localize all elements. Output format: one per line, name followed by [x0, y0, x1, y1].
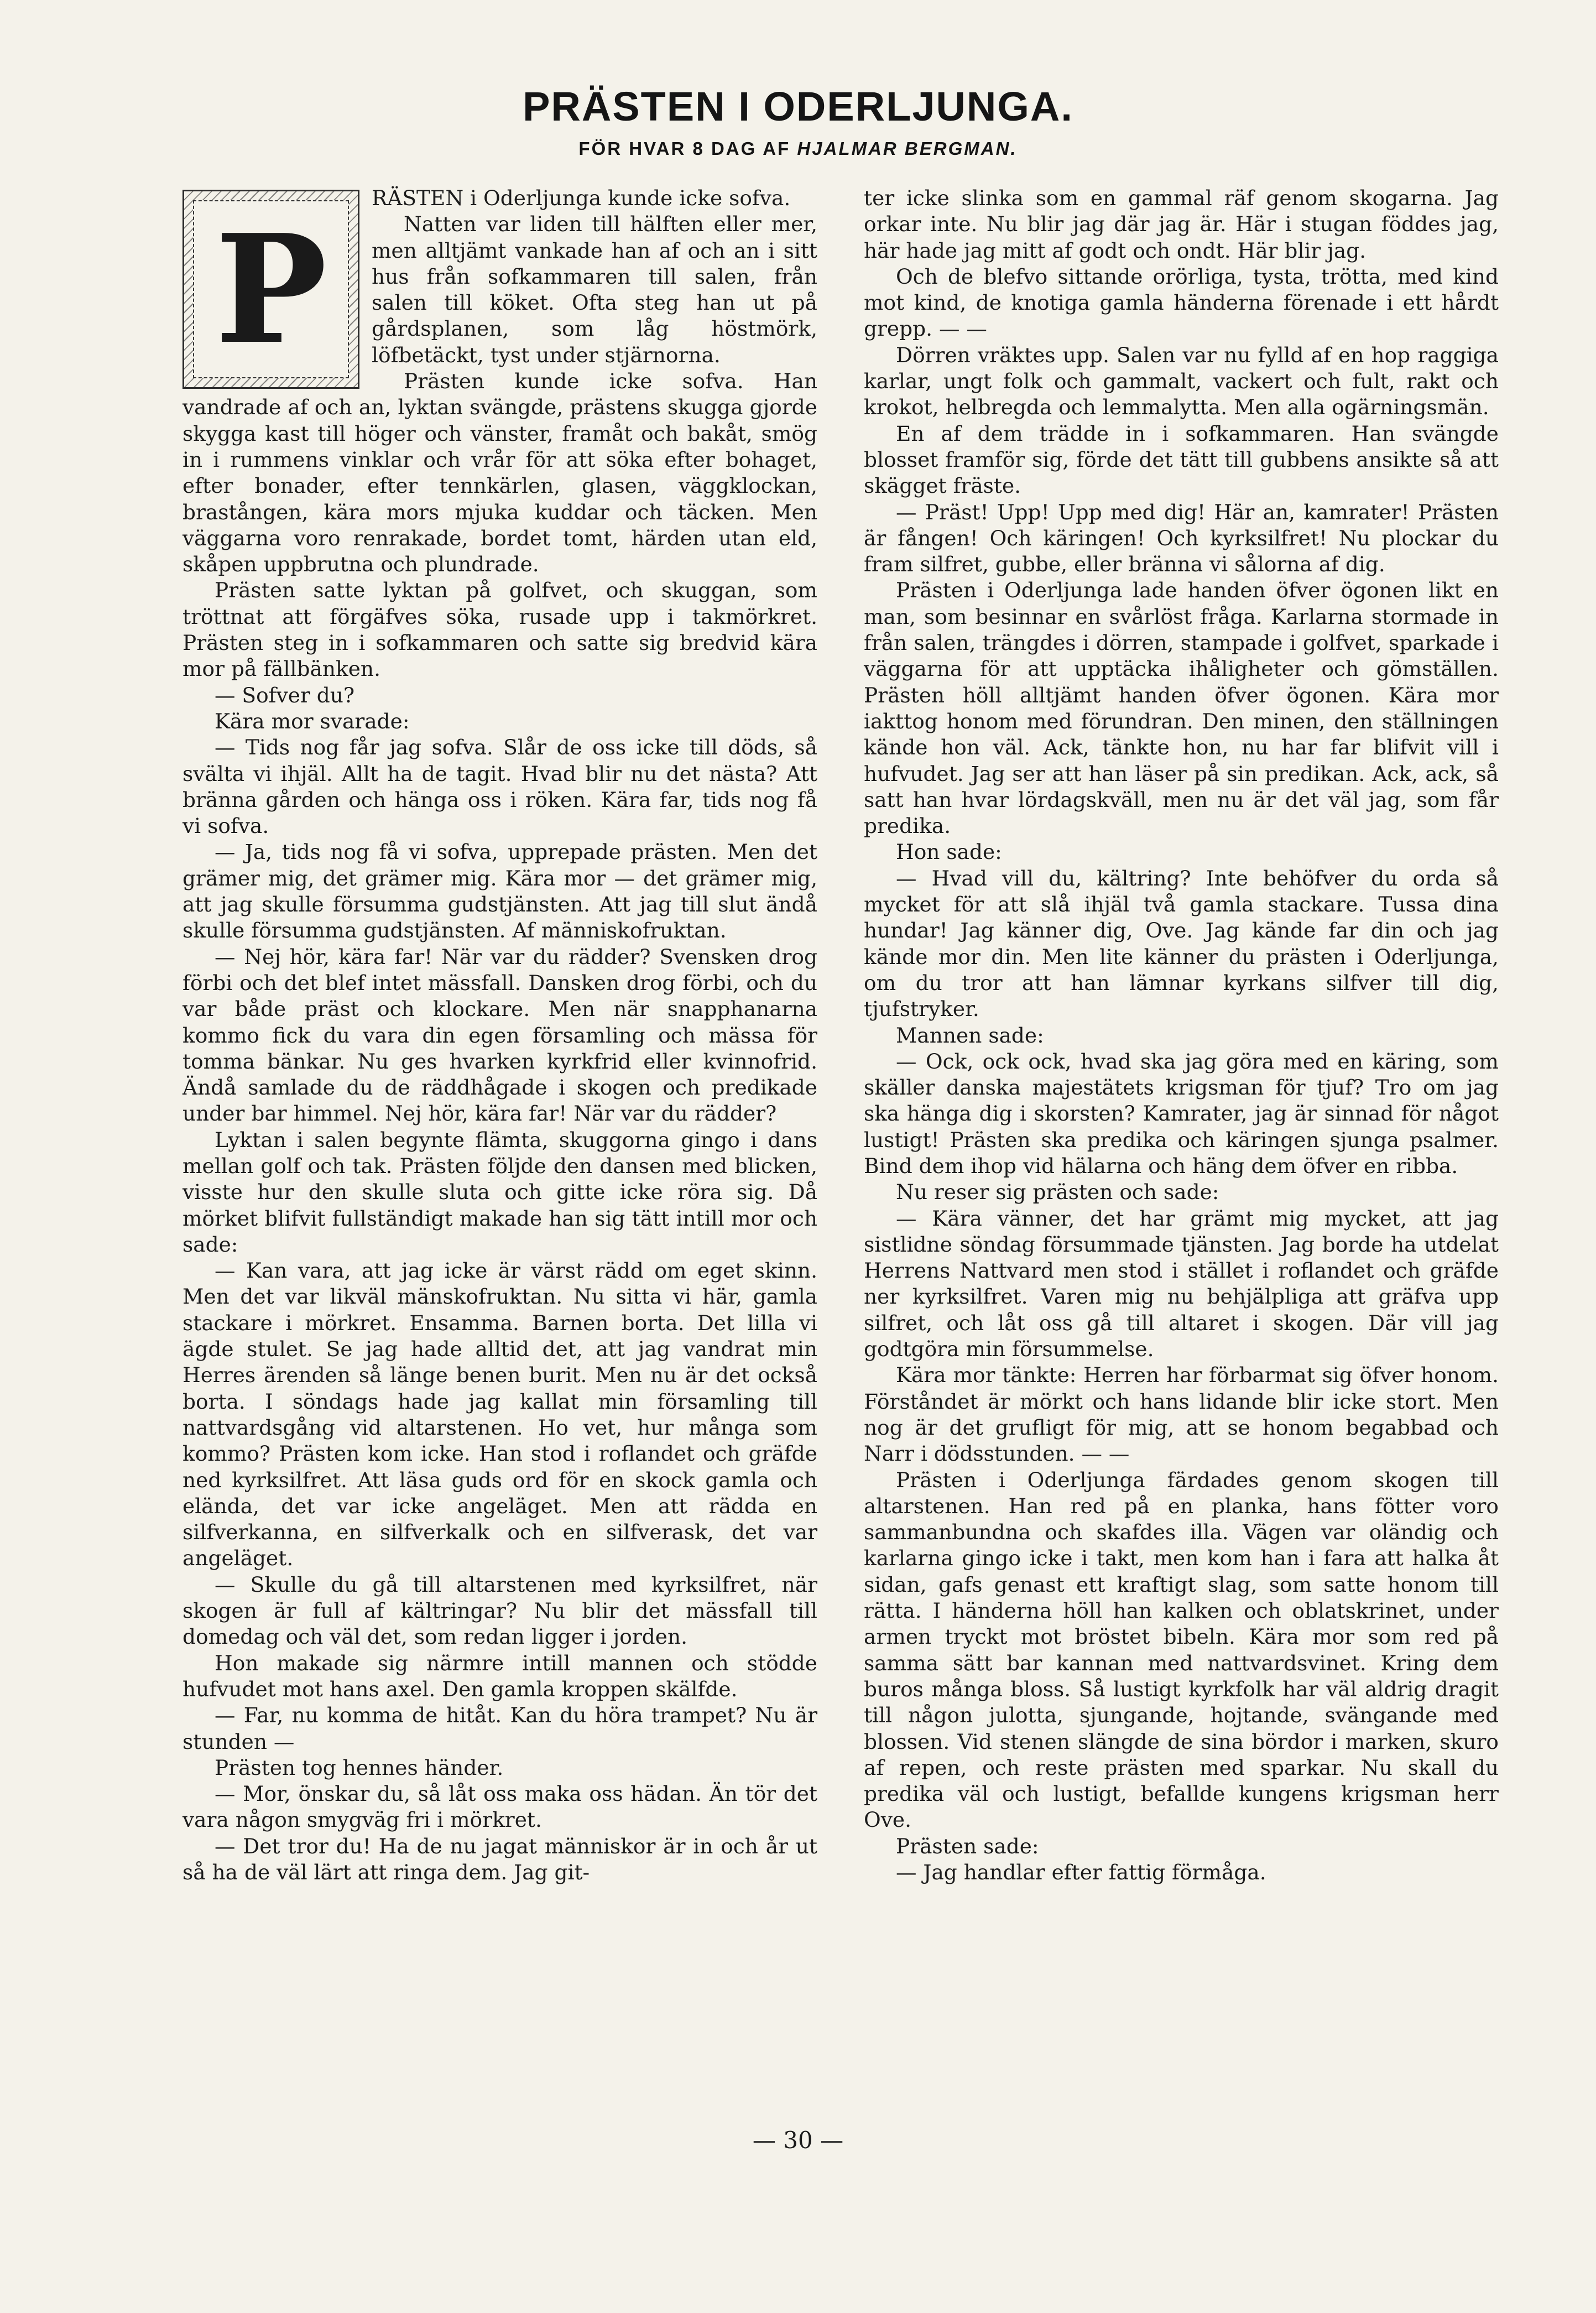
paragraph: Prästen tog hennes händer.	[215, 1755, 504, 1780]
paragraph: Kära mor svarade:	[215, 709, 410, 733]
paragraph: Prästen i Oderljunga färdades genom skogen till altarstenen. Han red på en planka, hans fötter voro sammanbundna och skafdes illa. Vägen var oländig och karlarna gingo icke i takt, men kom han i fara att halka åt sidan, gafs genast ett kraftigt slag, som satte honom till rätta. I händerna höll han kalken och oblatskrinet, under armen tryckt mot bröstet bibeln. Kära mor som red på samma sätt bar kannan med nattvardsvinet. Kring dem buros många bloss. Så lustigt kyrkfolk har väl aldrig dragit till någon julotta, sjungande, hojtande, svängande med blossen. Vid stenen slängde de sina bördor i marken, skuro af repen, och reste prästen med sparkar. Nu skall du predika väl och lustigt, befallde kungens krigsman herr Ove.	[864, 1467, 1499, 1832]
paragraph: — Mor, önskar du, så låt oss maka oss hädan. Än tör det vara någon smygväg fri i mörkret.	[182, 1781, 817, 1832]
paragraph: ter icke slinka som en gammal räf genom skogarna. Jag orkar inte. Nu blir jag där jag är. Här i stugan föddes jag, här hade jag mitt af godt och ondt. Här blir jag.	[864, 186, 1499, 263]
paragraph: Natten var liden till hälften eller mer, men alltjämt vankade han af och an i sitt hus från sofkammaren till salen, från salen till köket. Ofta steg han ut på gårdsplanen, som låg höstmörk, löfbetäckt, tyst under stjärnorna.	[372, 212, 817, 367]
paragraph: Kära mor tänkte: Herren har förbarmat sig öfver honom. Förståndet är mörkt och hans lidande blir icke stort. Men nog är det grufligt för mig, att se honom begabbad och Narr i dödsstunden. — —	[864, 1363, 1499, 1466]
page-number: — 30 —	[752, 2127, 844, 2154]
paragraph: Mannen sade:	[896, 1023, 1044, 1048]
paragraph: RÄSTEN i Oderljunga kunde icke sofva.	[372, 186, 791, 210]
subtitle-prefix: FÖR HVAR 8 DAG AF	[578, 138, 791, 159]
paragraph: Och de blefvo sittande orörliga, tysta, trötta, med kind mot kind, de knotiga gamla händerna förenade i ett hårdt grepp. — —	[864, 264, 1499, 341]
paragraph: — Skulle du gå till altarstenen med kyrksilfret, när skogen är full af kältringar? Nu blir det mässfall till domedag och väl det, som redan ligger i jorden.	[182, 1572, 817, 1649]
paragraph: — Kära vänner, det har grämt mig mycket, att jag sistlidne söndag försummade tjänsten. Jag borde ha utdelat Herrens Nattvard men stod i stället i roflandet och gräfde ner kyrksilfret. Varen mig nu behjälpliga att gräfva upp silfret, och låt oss gå till altaret i skogen. Där vill jag godtgöra min försummelse.	[864, 1206, 1499, 1362]
paragraph: Nu reser sig prästen och sade:	[896, 1180, 1219, 1205]
article-title: PRÄSTEN I ODERLJUNGA.	[523, 84, 1073, 129]
paragraph: — Far, nu komma de hitåt. Kan du höra trampet? Nu är stunden —	[182, 1703, 817, 1754]
paragraph: — Tids nog får jag sofva. Slår de oss icke till döds, så svälta vi ihjäl. Allt ha de tagit. Hvad blir nu det nästa? Att bränna gården och hänga oss i röken. Kära far, tids nog få vi sofva.	[182, 735, 817, 838]
paragraph: Hon sade:	[896, 840, 1002, 864]
paragraph: — Ock, ock ock, hvad ska jag göra med en käring, som skäller danska majestätets krigsman för tjuf? Tro om jag ska hänga dig i skorsten? Kamrater, jag är sinnad för något lustigt! Prästen ska predika och käringen sjunga psalmer. Bind dem ihop vid hälarna och häng dem öfver en ribba.	[864, 1049, 1499, 1178]
paragraph: Dörren vräktes upp. Salen var nu fylld af en hop raggiga karlar, ungt folk och gammalt, vackert och fult, rakt och krokot, helbregda och lemmalytta. Men alla ogärningsmän.	[864, 342, 1499, 420]
paragraph: Prästen satte lyktan på golfvet, och skuggan, som tröttnat att förgäfves söka, rusade upp i takmörkret. Prästen steg in i sofkammaren och satte sig bredvid kära mor på fällbänken.	[182, 578, 817, 681]
paragraph: — Sofver du?	[215, 683, 355, 707]
paragraph: Prästen i Oderljunga lade handen öfver ögonen likt en man, som besinnar en svårlöst fråga. Karlarna stormade in från salen, trängdes i dörren, stampade i golfvet, sparkade i väggarna för att upptäcka ihåligheter och gömställen. Prästen höll alltjämt handen öfver ögonen. Kära mor iakttog honom med förundran. Den minen, den ställningen kände hon väl. Ack, tänkte hon, nu har far blifvit vill i hufvudet. Jag ser att han läser på sin predikan. Ack, ack, så satt han hvar lördagskväll, men nu är det väl jag, som får predika.	[864, 578, 1499, 838]
paragraph: — Nej hör, kära far! När var du rädder? Svensken drog förbi och det blef intet mässfall. Dansken drog förbi, och du var både präst och klockare. Men när snapphanarna kommo fick du vara din egen församling och mässa för tomma bänkar. Nu ges hvarken kyrkfrid eller kvinnofrid. Ändå samlade du de räddhågade i skogen och predikade under bar himmel. Nej hör, kära far! När var du rädder?	[182, 944, 817, 1126]
paragraph: — Präst! Upp! Upp med dig! Här an, kamrater! Prästen är fången! Och käringen! Och kyrksilfret! Nu plockar du fram silfret, gubbe, eller bränna vi sålorna af dig.	[864, 499, 1499, 577]
paragraph: Lyktan i salen begynte flämta, skuggorna gingo i dans mellan golf och tak. Prästen följde den dansen med blicken, visste hur den skulle sluta och gitte icke röra sig. Då mörket blifvit fullständigt makade han sig tätt intill mor och sade:	[182, 1127, 817, 1257]
paragraph: Prästen kunde icke sofva. Han vandrade af och an, lyktan svängde, prästens skugga gjorde skygga kast till höger och vänster, framåt och bakåt, smög in i rummens vinklar och vrår för att söka efter bohaget, efter bonader, efter tennkärlen, glasen, väggklockan, brastången, kära mors mjuka kuddar och täcken. Men väggarna voro renrakade, bordet tomt, härden utan eld, skåpen uppbrutna och plundrade.	[182, 369, 817, 577]
paragraph: En af dem trädde in i sofkammaren. Han svängde blosset framför sig, förde det tätt till gubbens ansikte så att skägget fräste.	[864, 421, 1499, 498]
article-subtitle	[0, 138, 1596, 159]
paragraph: — Ja, tids nog få vi sofva, upprepade prästen. Men det grämer mig, det grämer mig. Kära mor — det grämer mig, att jag skulle försumma gudstjänsten. Att jag till slut ändå skulle försumma gudstjänsten. Af människofruktan.	[182, 840, 817, 943]
paragraph: Prästen sade:	[896, 1833, 1039, 1858]
paragraph: — Kan vara, att jag icke är värst rädd om eget skinn. Men det var likväl mänskofruktan. Nu sitta vi här, gamla stackare i mörkret. Ensamma. Barnen borta. Det lilla vi ägde stulet. Se jag hade alltid det, att jag vandrat min Herres ärenden så länge benen burit. Men nu är det också borta. I söndags hade jag kallat min församling till nattvardsgång vid altarstenen. Ho vet, hur många som kommo? Prästen kom icke. Han stod i roflandet och gräfde ned kyrksilfret. Att läsa guds ord för en skock gamla och elända, det var icke angeläget. Men att rädda en silfverkanna, en silfverkalk och en silfverask, det var angeläget.	[182, 1258, 817, 1571]
drop-cap-ornament	[182, 190, 359, 389]
paragraph: — Hvad vill du, kältring? Inte behöfver du orda så mycket för att slå ihjäl två gamla stackare. Tussa dina hundar! Jag känner dig, Ove. Jag kände far din och jag kände mor din. Men lite känner du prästen i Oderljunga, om du tror att han lämnar kyrkans silfver till dig, tjufstryker.	[864, 866, 1499, 1022]
author-name: HJALMAR BERGMAN.	[797, 138, 1018, 159]
drop-cap-letter: P	[215, 201, 327, 377]
paragraph: Hon makade sig närmre intill mannen och stödde hufvudet mot hans axel. Den gamla kroppen skälfde.	[182, 1650, 817, 1701]
left-column	[182, 185, 817, 1885]
paragraph: — Det tror du! Ha de nu jagat människor är in och år ut så ha de väl lärt att ringa dem. Jag git-	[182, 1833, 817, 1884]
right-column	[864, 185, 1499, 1885]
paragraph: — Jag handlar efter fattig förmåga.	[896, 1860, 1266, 1884]
